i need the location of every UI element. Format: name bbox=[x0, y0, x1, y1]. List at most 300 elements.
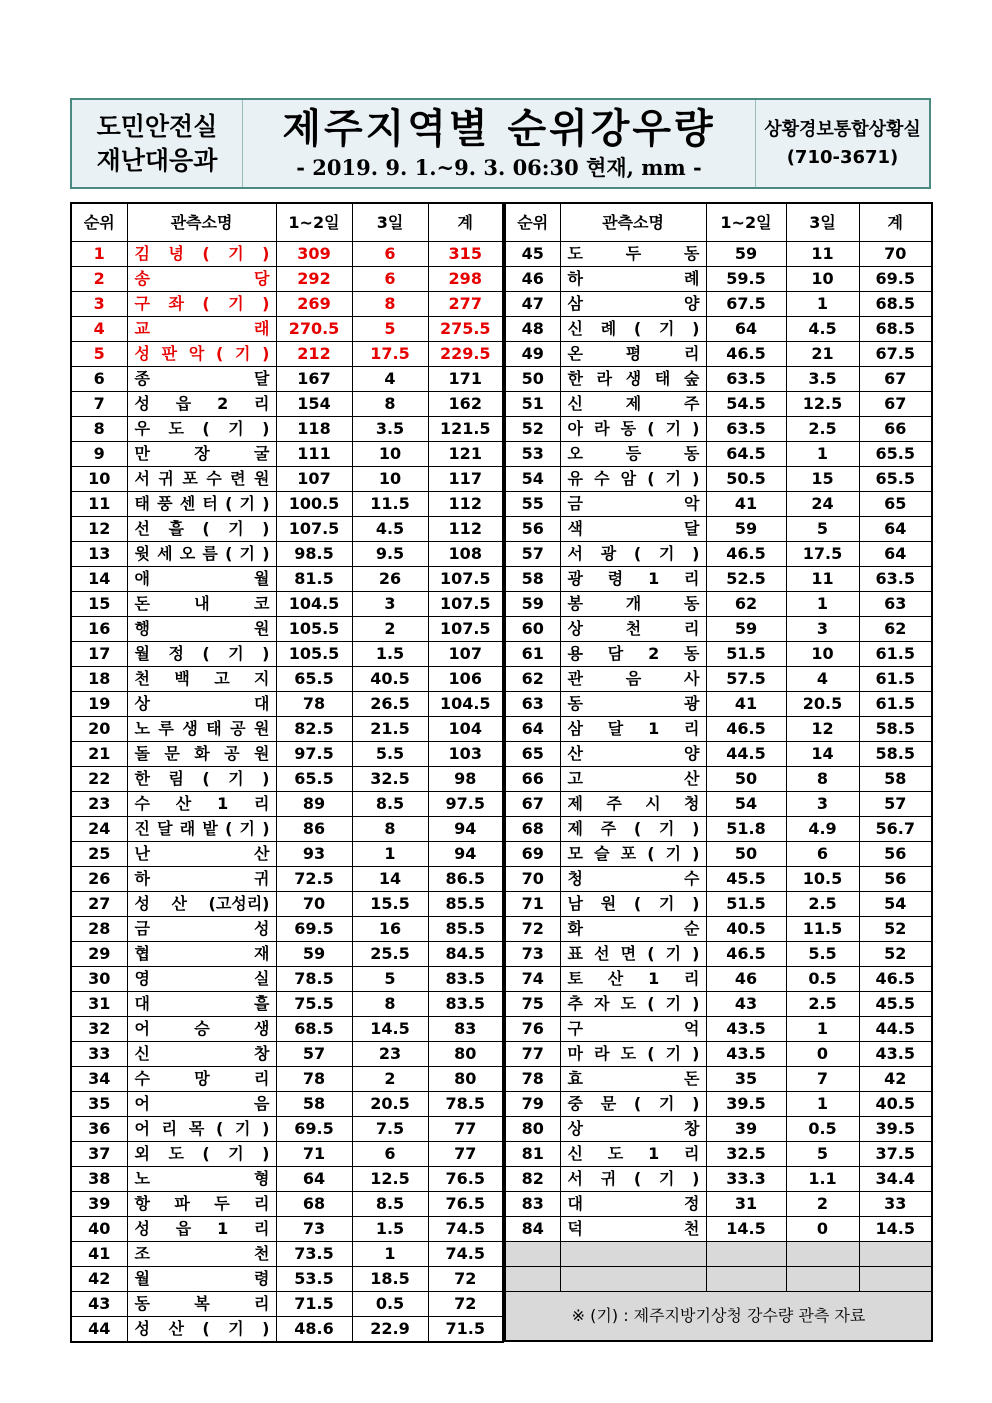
station-cell bbox=[560, 792, 706, 817]
note-row bbox=[505, 1292, 932, 1342]
station-name: 선 흘 ( 기 ) bbox=[134, 519, 270, 538]
total-cell: 66 bbox=[859, 417, 932, 442]
d12-cell: 63.5 bbox=[706, 417, 786, 442]
station-cell bbox=[127, 492, 276, 517]
d12-cell: 93 bbox=[276, 842, 352, 867]
d12-cell: 35 bbox=[706, 1067, 786, 1092]
station-cell bbox=[127, 942, 276, 967]
station-cell bbox=[127, 742, 276, 767]
d12-cell: 105.5 bbox=[276, 617, 352, 642]
total-cell: 61.5 bbox=[859, 642, 932, 667]
rank-cell: 53 bbox=[505, 442, 560, 467]
total-cell: 80 bbox=[428, 1042, 503, 1067]
station-cell bbox=[127, 992, 276, 1017]
d3-cell: 20.5 bbox=[786, 692, 859, 717]
station-name: 중 문 ( 기 ) bbox=[567, 1094, 700, 1113]
d12-cell: 50 bbox=[706, 842, 786, 867]
table-row bbox=[71, 1192, 503, 1217]
rank-cell: 7 bbox=[71, 392, 127, 417]
d12-cell: 269 bbox=[276, 292, 352, 317]
total-cell: 70 bbox=[859, 242, 932, 267]
total-cell: 58.5 bbox=[859, 742, 932, 767]
station-cell bbox=[560, 1117, 706, 1142]
station-cell bbox=[560, 492, 706, 517]
d3-cell: 11.5 bbox=[352, 492, 428, 517]
station-cell bbox=[560, 242, 706, 267]
rank-cell: 75 bbox=[505, 992, 560, 1017]
rank-cell: 10 bbox=[71, 467, 127, 492]
station-name: 항 파 두 리 bbox=[134, 1194, 270, 1213]
rank-cell: 30 bbox=[71, 967, 127, 992]
rainfall-table-right bbox=[504, 202, 933, 1342]
d12-cell: 51.5 bbox=[706, 642, 786, 667]
empty-cell bbox=[859, 1242, 932, 1267]
total-cell: 107.5 bbox=[428, 617, 503, 642]
station-name: 어 승 생 bbox=[134, 1019, 270, 1038]
d3-cell: 40.5 bbox=[352, 667, 428, 692]
d12-cell: 78.5 bbox=[276, 967, 352, 992]
station-name: 신 창 bbox=[134, 1044, 270, 1063]
col-total: 계 bbox=[859, 203, 932, 242]
rank-cell: 74 bbox=[505, 967, 560, 992]
table-row bbox=[71, 492, 503, 517]
total-cell: 112 bbox=[428, 517, 503, 542]
station-name: 산 양 bbox=[567, 744, 700, 763]
station-name: 마 라 도 ( 기 ) bbox=[567, 1044, 700, 1063]
total-cell: 64 bbox=[859, 517, 932, 542]
station-name: 서 광 ( 기 ) bbox=[567, 544, 700, 563]
station-name: 대 흘 bbox=[134, 994, 270, 1013]
rank-cell: 21 bbox=[71, 742, 127, 767]
station-name: 하 귀 bbox=[134, 869, 270, 888]
d3-cell: 0 bbox=[786, 1217, 859, 1242]
table-row bbox=[505, 392, 932, 417]
station-cell bbox=[560, 1067, 706, 1092]
station-name: 토 산 1 리 bbox=[567, 969, 700, 988]
d3-cell: 5.5 bbox=[352, 742, 428, 767]
station-name: 진 달 래 밭 ( 기 ) bbox=[134, 819, 270, 838]
page-subtitle: - 2019. 9. 1.~9. 3. 06:30 현재, mm - bbox=[296, 154, 702, 180]
total-cell: 56 bbox=[859, 842, 932, 867]
d3-cell: 18.5 bbox=[352, 1267, 428, 1292]
table-row bbox=[71, 1017, 503, 1042]
station-name: 한 림 ( 기 ) bbox=[134, 769, 270, 788]
footnote: ※ (기) : 제주지방기상청 강수량 관측 자료 bbox=[505, 1292, 932, 1342]
table-row bbox=[505, 592, 932, 617]
station-cell bbox=[127, 1217, 276, 1242]
total-cell: 42 bbox=[859, 1067, 932, 1092]
station-cell bbox=[560, 542, 706, 567]
d12-cell: 39 bbox=[706, 1117, 786, 1142]
rank-cell: 57 bbox=[505, 542, 560, 567]
total-cell: 121.5 bbox=[428, 417, 503, 442]
d12-cell: 59 bbox=[276, 942, 352, 967]
d3-cell: 1 bbox=[352, 1242, 428, 1267]
d3-cell: 1.5 bbox=[352, 1217, 428, 1242]
d3-cell: 14 bbox=[352, 867, 428, 892]
rank-cell: 81 bbox=[505, 1142, 560, 1167]
station-cell bbox=[127, 842, 276, 867]
d3-cell: 8.5 bbox=[352, 792, 428, 817]
station-cell bbox=[127, 1067, 276, 1092]
d3-cell: 0.5 bbox=[786, 1117, 859, 1142]
rank-cell: 40 bbox=[71, 1217, 127, 1242]
total-cell: 171 bbox=[428, 367, 503, 392]
station-cell bbox=[127, 817, 276, 842]
rank-cell: 34 bbox=[71, 1067, 127, 1092]
table-row bbox=[71, 842, 503, 867]
empty-cell bbox=[859, 1267, 932, 1292]
table-row bbox=[505, 292, 932, 317]
table-row bbox=[71, 517, 503, 542]
station-name: 도 두 동 bbox=[567, 244, 700, 263]
station-cell bbox=[560, 892, 706, 917]
table-row bbox=[71, 1292, 503, 1317]
table-row bbox=[71, 692, 503, 717]
rank-cell: 25 bbox=[71, 842, 127, 867]
table-row bbox=[505, 492, 932, 517]
station-name: 종 달 bbox=[134, 369, 270, 388]
station-name: 만 장 굴 bbox=[134, 444, 270, 463]
empty-cell bbox=[505, 1242, 560, 1267]
table-row bbox=[71, 1267, 503, 1292]
table-row bbox=[505, 1042, 932, 1067]
table-row bbox=[505, 867, 932, 892]
station-name: 오 등 동 bbox=[567, 444, 700, 463]
rank-cell: 4 bbox=[71, 317, 127, 342]
station-name: 한 라 생 태 숲 bbox=[567, 369, 700, 388]
d3-cell: 4 bbox=[352, 367, 428, 392]
total-cell: 62 bbox=[859, 617, 932, 642]
station-cell bbox=[127, 967, 276, 992]
d12-cell: 54 bbox=[706, 792, 786, 817]
total-cell: 56 bbox=[859, 867, 932, 892]
total-cell: 83.5 bbox=[428, 992, 503, 1017]
rank-cell: 5 bbox=[71, 342, 127, 367]
total-cell: 65 bbox=[859, 492, 932, 517]
station-cell bbox=[127, 392, 276, 417]
d3-cell: 12.5 bbox=[352, 1167, 428, 1192]
d12-cell: 68.5 bbox=[276, 1017, 352, 1042]
empty-cell bbox=[505, 1267, 560, 1292]
d3-cell: 25.5 bbox=[352, 942, 428, 967]
station-cell bbox=[560, 692, 706, 717]
station-cell bbox=[127, 467, 276, 492]
total-cell: 68.5 bbox=[859, 292, 932, 317]
station-cell bbox=[560, 967, 706, 992]
station-name: 노 루 생 태 공 원 bbox=[134, 719, 270, 738]
d3-cell: 1 bbox=[786, 1017, 859, 1042]
table-row bbox=[505, 667, 932, 692]
station-cell bbox=[127, 1192, 276, 1217]
station-cell bbox=[560, 992, 706, 1017]
table-row bbox=[71, 792, 503, 817]
station-name: 외 도 ( 기 ) bbox=[134, 1144, 270, 1163]
department-block bbox=[72, 100, 243, 187]
total-cell: 52 bbox=[859, 917, 932, 942]
d12-cell: 212 bbox=[276, 342, 352, 367]
rank-cell: 63 bbox=[505, 692, 560, 717]
d3-cell: 2 bbox=[352, 1067, 428, 1092]
station-cell bbox=[127, 1267, 276, 1292]
rank-cell: 68 bbox=[505, 817, 560, 842]
d12-cell: 57.5 bbox=[706, 667, 786, 692]
station-name: 색 달 bbox=[567, 519, 700, 538]
rank-cell: 56 bbox=[505, 517, 560, 542]
rank-cell: 24 bbox=[71, 817, 127, 842]
station-name: 청 수 bbox=[567, 869, 700, 888]
table-row bbox=[71, 1142, 503, 1167]
rank-cell: 26 bbox=[71, 867, 127, 892]
total-cell: 64 bbox=[859, 542, 932, 567]
station-cell bbox=[560, 617, 706, 642]
rank-cell: 19 bbox=[71, 692, 127, 717]
d3-cell: 21 bbox=[786, 342, 859, 367]
station-name: 상 창 bbox=[567, 1119, 700, 1138]
d12-cell: 75.5 bbox=[276, 992, 352, 1017]
d12-cell: 71.5 bbox=[276, 1292, 352, 1317]
total-cell: 67.5 bbox=[859, 342, 932, 367]
table-row bbox=[505, 617, 932, 642]
total-cell: 61.5 bbox=[859, 692, 932, 717]
station-name: 신 례 ( 기 ) bbox=[567, 319, 700, 338]
rank-cell: 62 bbox=[505, 667, 560, 692]
table-row bbox=[505, 917, 932, 942]
d12-cell: 46 bbox=[706, 967, 786, 992]
rank-cell: 76 bbox=[505, 1017, 560, 1042]
col-d3: 3일 bbox=[786, 203, 859, 242]
station-cell bbox=[560, 517, 706, 542]
d3-cell: 14.5 bbox=[352, 1017, 428, 1042]
station-name: 수 산 1 리 bbox=[134, 794, 270, 813]
rank-cell: 31 bbox=[71, 992, 127, 1017]
d12-cell: 43 bbox=[706, 992, 786, 1017]
station-cell bbox=[560, 1092, 706, 1117]
table-row bbox=[71, 292, 503, 317]
d12-cell: 100.5 bbox=[276, 492, 352, 517]
station-name: 금 악 bbox=[567, 494, 700, 513]
station-name: 아 라 동 ( 기 ) bbox=[567, 419, 700, 438]
station-name: 효 돈 bbox=[567, 1069, 700, 1088]
table-row bbox=[71, 992, 503, 1017]
table-row bbox=[505, 792, 932, 817]
total-cell: 56.7 bbox=[859, 817, 932, 842]
d12-cell: 48.6 bbox=[276, 1317, 352, 1343]
table-row bbox=[505, 842, 932, 867]
total-cell: 112 bbox=[428, 492, 503, 517]
table-row bbox=[505, 692, 932, 717]
d3-cell: 3 bbox=[786, 617, 859, 642]
d12-cell: 63.5 bbox=[706, 367, 786, 392]
table-row bbox=[71, 867, 503, 892]
d3-cell: 8 bbox=[352, 992, 428, 1017]
rank-cell: 2 bbox=[71, 267, 127, 292]
total-cell: 67 bbox=[859, 367, 932, 392]
d3-cell: 32.5 bbox=[352, 767, 428, 792]
station-cell bbox=[127, 617, 276, 642]
total-cell: 277 bbox=[428, 292, 503, 317]
d12-cell: 104.5 bbox=[276, 592, 352, 617]
table-row bbox=[505, 317, 932, 342]
station-name: 상 대 bbox=[134, 694, 270, 713]
rank-cell: 12 bbox=[71, 517, 127, 542]
table-row bbox=[505, 1192, 932, 1217]
d3-cell: 7 bbox=[786, 1067, 859, 1092]
station-name: 서 귀 ( 기 ) bbox=[567, 1169, 700, 1188]
table-row bbox=[505, 642, 932, 667]
table-row bbox=[71, 267, 503, 292]
d12-cell: 69.5 bbox=[276, 1117, 352, 1142]
station-name: 우 도 ( 기 ) bbox=[134, 419, 270, 438]
d12-cell: 73.5 bbox=[276, 1242, 352, 1267]
table-row bbox=[505, 942, 932, 967]
d3-cell: 11.5 bbox=[786, 917, 859, 942]
total-cell: 74.5 bbox=[428, 1217, 503, 1242]
rank-cell: 80 bbox=[505, 1117, 560, 1142]
d12-cell: 41 bbox=[706, 492, 786, 517]
station-cell bbox=[560, 667, 706, 692]
table-row bbox=[71, 892, 503, 917]
station-cell bbox=[560, 742, 706, 767]
station-name: 하 례 bbox=[567, 269, 700, 288]
d12-cell: 65.5 bbox=[276, 767, 352, 792]
total-cell: 43.5 bbox=[859, 1042, 932, 1067]
d3-cell: 3 bbox=[786, 792, 859, 817]
table-row bbox=[505, 517, 932, 542]
d12-cell: 51.5 bbox=[706, 892, 786, 917]
total-cell: 63 bbox=[859, 592, 932, 617]
station-name: 동 광 bbox=[567, 694, 700, 713]
rank-cell: 65 bbox=[505, 742, 560, 767]
d3-cell: 10.5 bbox=[786, 867, 859, 892]
d12-cell: 46.5 bbox=[706, 542, 786, 567]
table-row bbox=[71, 442, 503, 467]
rank-cell: 84 bbox=[505, 1217, 560, 1242]
d12-cell: 44.5 bbox=[706, 742, 786, 767]
station-cell bbox=[560, 342, 706, 367]
d3-cell: 4.9 bbox=[786, 817, 859, 842]
d12-cell: 59 bbox=[706, 517, 786, 542]
station-name: 돌 문 화 공 원 bbox=[134, 744, 270, 763]
station-name: 윗 세 오 름 ( 기 ) bbox=[134, 544, 270, 563]
table-row bbox=[71, 342, 503, 367]
d12-cell: 32.5 bbox=[706, 1142, 786, 1167]
table-row bbox=[505, 1117, 932, 1142]
total-cell: 108 bbox=[428, 542, 503, 567]
rank-cell: 82 bbox=[505, 1167, 560, 1192]
d3-cell: 1 bbox=[786, 292, 859, 317]
station-cell bbox=[560, 1217, 706, 1242]
total-cell: 104 bbox=[428, 717, 503, 742]
empty-cell bbox=[560, 1267, 706, 1292]
table-row bbox=[71, 242, 503, 267]
d3-cell: 10 bbox=[786, 642, 859, 667]
d3-cell: 12.5 bbox=[786, 392, 859, 417]
d3-cell: 15.5 bbox=[352, 892, 428, 917]
rank-cell: 29 bbox=[71, 942, 127, 967]
d12-cell: 59.5 bbox=[706, 267, 786, 292]
d3-cell: 8 bbox=[352, 817, 428, 842]
rank-cell: 64 bbox=[505, 717, 560, 742]
total-cell: 72 bbox=[428, 1292, 503, 1317]
table-row bbox=[71, 1167, 503, 1192]
station-cell bbox=[560, 767, 706, 792]
table-row bbox=[71, 1067, 503, 1092]
station-name: 성 산 (고성리) bbox=[134, 894, 270, 913]
station-cell bbox=[560, 817, 706, 842]
table-row bbox=[505, 467, 932, 492]
d3-cell: 0.5 bbox=[352, 1292, 428, 1317]
total-cell: 80 bbox=[428, 1067, 503, 1092]
total-cell: 65.5 bbox=[859, 467, 932, 492]
rank-cell: 61 bbox=[505, 642, 560, 667]
d3-cell: 26 bbox=[352, 567, 428, 592]
total-cell: 298 bbox=[428, 267, 503, 292]
table-row bbox=[505, 1067, 932, 1092]
table-row bbox=[71, 467, 503, 492]
d12-cell: 41 bbox=[706, 692, 786, 717]
d3-cell: 3 bbox=[352, 592, 428, 617]
station-cell bbox=[127, 642, 276, 667]
total-cell: 97.5 bbox=[428, 792, 503, 817]
station-cell bbox=[560, 442, 706, 467]
station-cell bbox=[127, 1167, 276, 1192]
rank-cell: 17 bbox=[71, 642, 127, 667]
total-cell: 121 bbox=[428, 442, 503, 467]
rank-cell: 78 bbox=[505, 1067, 560, 1092]
d12-cell: 72.5 bbox=[276, 867, 352, 892]
table-row bbox=[505, 417, 932, 442]
d12-cell: 81.5 bbox=[276, 567, 352, 592]
rank-cell: 18 bbox=[71, 667, 127, 692]
d3-cell: 17.5 bbox=[786, 542, 859, 567]
total-cell: 40.5 bbox=[859, 1092, 932, 1117]
rank-cell: 3 bbox=[71, 292, 127, 317]
station-cell bbox=[560, 867, 706, 892]
total-cell: 46.5 bbox=[859, 967, 932, 992]
empty-cell bbox=[706, 1267, 786, 1292]
empty-cell bbox=[786, 1267, 859, 1292]
table-row bbox=[71, 817, 503, 842]
table-row bbox=[505, 367, 932, 392]
table-row bbox=[505, 817, 932, 842]
d12-cell: 107 bbox=[276, 467, 352, 492]
total-cell: 229.5 bbox=[428, 342, 503, 367]
d3-cell: 8.5 bbox=[352, 1192, 428, 1217]
rainfall-table-left bbox=[70, 202, 504, 1343]
table-row bbox=[505, 1142, 932, 1167]
station-cell bbox=[127, 892, 276, 917]
total-cell: 86.5 bbox=[428, 867, 503, 892]
station-name: 태 풍 센 터 ( 기 ) bbox=[134, 494, 270, 513]
total-cell: 58.5 bbox=[859, 717, 932, 742]
d3-cell: 2 bbox=[786, 1192, 859, 1217]
d3-cell: 6 bbox=[352, 242, 428, 267]
rank-cell: 49 bbox=[505, 342, 560, 367]
station-name: 용 담 2 동 bbox=[567, 644, 700, 663]
total-cell: 44.5 bbox=[859, 1017, 932, 1042]
total-cell: 69.5 bbox=[859, 267, 932, 292]
station-cell bbox=[560, 717, 706, 742]
empty-cell bbox=[786, 1242, 859, 1267]
station-name: 어 음 bbox=[134, 1094, 270, 1113]
d12-cell: 82.5 bbox=[276, 717, 352, 742]
station-cell bbox=[560, 842, 706, 867]
d3-cell: 1.1 bbox=[786, 1167, 859, 1192]
table-row bbox=[505, 442, 932, 467]
total-cell: 71.5 bbox=[428, 1317, 503, 1343]
d3-cell: 1 bbox=[352, 842, 428, 867]
